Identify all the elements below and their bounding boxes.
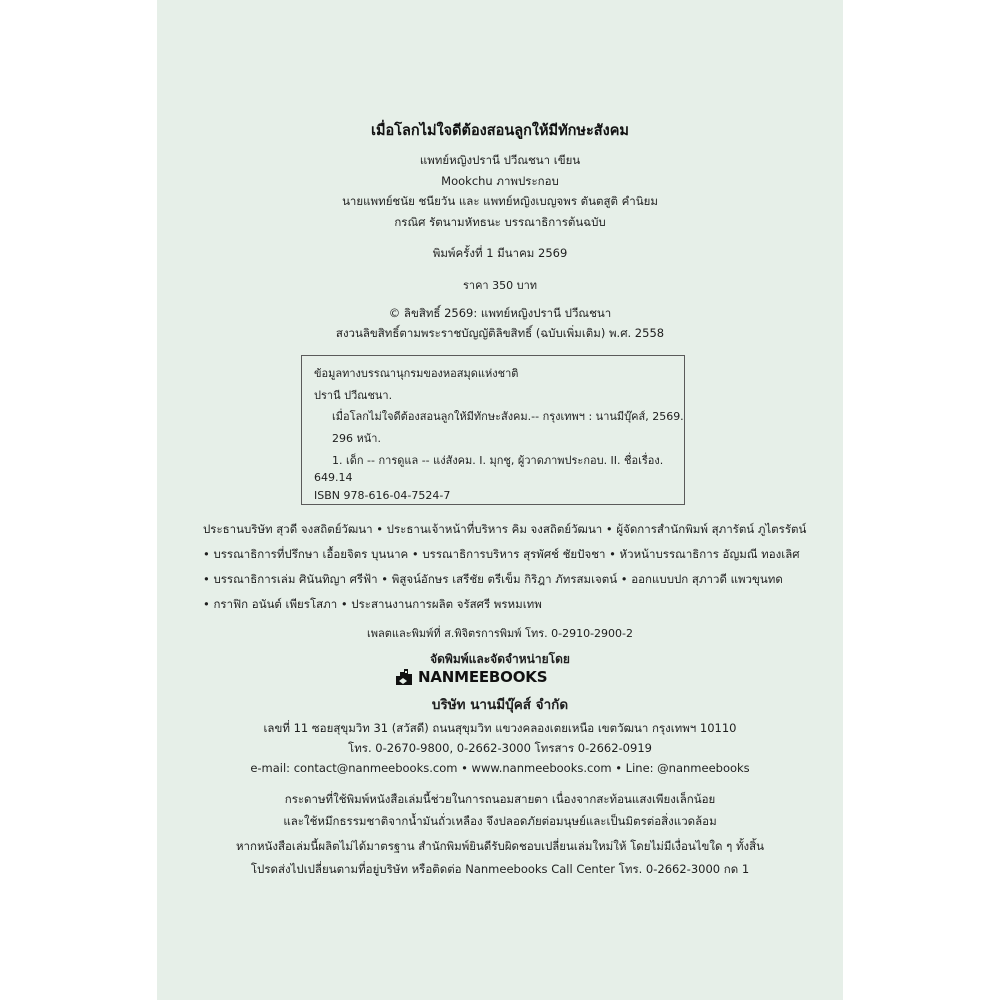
- staff-line-4: • กราฟิก อนันต์ เพียรโสภา • ประสานงานการผลิต จรัสศรี พรหมเทพ: [203, 597, 542, 611]
- company-name: บริษัท นานมีบุ๊คส์ จำกัด: [431, 697, 569, 713]
- cip-author: ปรานี ปวีณชนา.: [314, 389, 393, 402]
- copyright-line: © ลิขสิทธิ์ 2569: แพทย์หญิงปรานี ปวีณชนา: [388, 306, 612, 320]
- company-address: เลขที่ 11 ซอยสุขุมวิท 31 (สวัสดี) ถนนสุขุมวิท แขวงคลองเตยเหนือ เขตวัฒนา กรุงเทพฯ 10110: [263, 721, 737, 735]
- copyright-page: [157, 0, 843, 1000]
- company-phone: โทร. 0-2670-9800, 0-2662-3000 โทรสาร 0-2662-0919: [348, 741, 652, 755]
- cip-subjects: 1. เด็ก -- การดูแล -- แง่สังคม. I. มุกชู, ผู้วาดภาพประกอบ. II. ชื่อเรื่อง.: [332, 454, 664, 467]
- company-contact: e-mail: contact@nanmeebooks.com • www.nanmeebooks.com • Line: @nanmeebooks: [250, 761, 750, 775]
- cip-heading: ข้อมูลทางบรรณานุกรมของหอสมุดแห่งชาติ: [314, 367, 519, 380]
- book-title: เมื่อโลกไม่ใจดีต้องสอนลูกให้มีทักษะสังคม: [371, 123, 629, 139]
- defect-note-line-2: โปรดส่งไปเปลี่ยนตามที่อยู่บริษัท หรือติดต่อ Nanmeebooks Call Center โทร. 0-2662-3000 กด 1: [250, 862, 750, 876]
- paper-note-line-2: และใช้หมึกธรรมชาติจากน้ำมันถั่วเหลือง จึงปลอดภัยต่อมนุษย์และเป็นมิตรต่อสิ่งแวดล้อม: [283, 814, 717, 828]
- price-line: ราคา 350 บาท: [462, 279, 538, 292]
- rights-line: สงวนลิขสิทธิ์ตามพระราชบัญญัติลิขสิทธิ์ (ฉบับเพิ่มเติม) พ.ศ. 2558: [335, 326, 665, 340]
- author-credit: แพทย์หญิงปรานี ปวีณชนา เขียน: [419, 153, 581, 167]
- nanmee-logo-icon: [394, 667, 414, 687]
- publisher-logo: [394, 666, 547, 688]
- cip-pages: 296 หน้า.: [332, 432, 381, 445]
- printer-line: เพลตและพิมพ์ที่ ส.พิจิตรการพิมพ์ โทร. 0-2910-2900-2: [366, 627, 634, 640]
- publisher-logo-text: NANMEEBOOKS: [418, 668, 548, 686]
- paper-note-line-1: กระดาษที่ใช้พิมพ์หนังสือเล่มนี้ช่วยในการถนอมสายตา เนื่องจากสะท้อนแสงเพียงเล็กน้อย: [284, 792, 716, 806]
- editor-credit: กรณิศ รัตนามหัทธนะ บรรณาธิการต้นฉบับ: [394, 215, 606, 229]
- defect-note-line-1: หากหนังสือเล่มนี้ผลิตไม่ได้มาตรฐาน สำนักพิมพ์ยินดีรับผิดชอบเปลี่ยนเล่มใหม่ให้ โดยไม่มีเงื่อนไขใด ๆ ทั้งสิ้น: [235, 839, 765, 853]
- cip-classification: 649.14: [314, 471, 353, 484]
- edition-line: พิมพ์ครั้งที่ 1 มีนาคม 2569: [432, 246, 568, 260]
- staff-line-2: • บรรณาธิการที่ปรึกษา เอื้อยจิตร บุนนาค • บรรณาธิการบริหาร สุรพัศช์ ชัยปัจชา • หัวหน้าบรรณาธิการ อัญมณี ทองเลิศ: [203, 547, 800, 561]
- distributed-by-heading: จัดพิมพ์และจัดจำหน่ายโดย: [430, 652, 570, 666]
- foreword-credit: นายแพทย์ชนัย ชนียวัน และ แพทย์หญิงเบญจพร ตันตสูติ คำนิยม: [342, 194, 658, 208]
- illustrator-credit: Mookchu ภาพประกอบ: [441, 174, 559, 188]
- cip-box: [301, 355, 685, 505]
- cip-title-line: เมื่อโลกไม่ใจดีต้องสอนลูกให้มีทักษะสังคม.-- กรุงเทพฯ : นานมีบุ๊คส์, 2569.: [332, 410, 684, 423]
- staff-line-3: • บรรณาธิการเล่ม ศินันทิญา ศรีฟ้า • พิสูจน์อักษร เสรีชัย ตรีเข็ม กิริฎา ภัทรสมเจตน์ • ออกแบบปก สุภาวดี แพวขุนทด: [203, 572, 783, 586]
- staff-line-1: ประธานบริษัท สุวดี จงสถิตย์วัฒนา • ประธานเจ้าหน้าที่บริหาร คิม จงสถิตย์วัฒนา • ผู้จัดการสำนักพิมพ์ สุภารัตน์ ภูไตรรัตน์: [203, 522, 807, 536]
- cip-isbn: ISBN 978-616-04-7524-7: [314, 489, 451, 502]
